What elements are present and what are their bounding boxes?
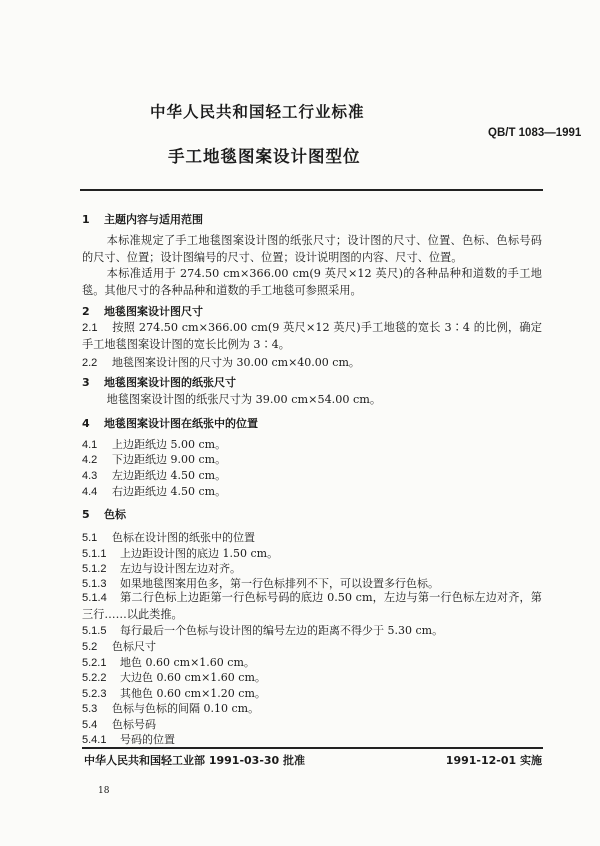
section-2-heading: [82, 303, 203, 319]
clause-text: 第二行色标上边距第一行色标号码的底边 0.50 cm，左边与第一行色标左边对齐，第三行……以此类推。: [82, 591, 542, 621]
clause-number: 5.1.2: [82, 563, 107, 575]
clause: [82, 575, 439, 591]
clause-text: 左边与设计图左边对齐。: [120, 562, 241, 575]
clause-text: 下边距纸边 9.00 cm。: [112, 453, 227, 466]
section-5-heading: [82, 506, 126, 522]
section-4-heading: [82, 415, 258, 431]
page-number: 18: [98, 786, 110, 796]
section-title: 主题内容与适用范围: [104, 213, 203, 226]
section-title: 色标: [104, 508, 126, 521]
clause-number: 4.3: [82, 470, 98, 482]
approval-date: 中华人民共和国轻工业部 1991-03-30 批准: [84, 754, 306, 767]
section-number: 2: [82, 305, 90, 318]
clause: [82, 731, 175, 747]
clause-text: 色标在设计图的纸张中的位置: [112, 531, 255, 544]
clause-number: 5.2.1: [82, 657, 107, 669]
clause-number: 2.1: [82, 322, 98, 334]
clause-number: 5.1.1: [82, 548, 107, 560]
clause: [82, 590, 542, 623]
clause: [82, 622, 443, 638]
clause-text: 上边距纸边 5.00 cm。: [112, 438, 227, 451]
clause-number: 5.4.1: [82, 734, 107, 746]
clause-number: 5.1: [82, 532, 98, 544]
clause: [82, 560, 241, 576]
clause-text: 色标与色标的间隔 0.10 cm。: [112, 702, 260, 715]
clause-number: 5.2: [82, 641, 98, 653]
clause-text: 上边距设计图的底边 1.50 cm。: [120, 547, 279, 560]
effective-date: 1991-12-01 实施: [445, 754, 542, 767]
issuing-body-title: 中华人民共和国轻工行业标准: [150, 103, 365, 121]
clause: [82, 483, 226, 499]
clause-text: 号码的位置: [120, 733, 175, 746]
clause-text: 如果地毯图案用色多，第一行色标排列不下，可以设置多行色标。: [120, 577, 439, 590]
section-number: 3: [82, 376, 90, 389]
clause-number: 5.1.3: [82, 578, 107, 590]
standard-code: QB/T 1083—1991: [488, 127, 582, 139]
header-divider: [80, 189, 543, 191]
clause: [82, 467, 226, 483]
clause-number: 4.2: [82, 454, 98, 466]
clause-number: 4.1: [82, 439, 98, 451]
clause-number: 5.1.5: [82, 625, 107, 637]
clause-text: 地色 0.60 cm×1.60 cm。: [120, 656, 255, 669]
clause: [82, 436, 226, 452]
clause-text: 按照 274.50 cm×366.00 cm(9 英尺×12 英尺)手工地毯的宽长 3∶4 的比例，确定手工地毯图案设计图的宽长比例为 3∶4。: [82, 321, 542, 351]
clause: [82, 685, 266, 701]
section-1-heading: [82, 211, 203, 227]
section-1-paragraph-2: 本标准适用于 274.50 cm×366.00 cm(9 英尺×12 英尺)的各种品种和道数的手工地毯。其他尺寸的各种品种和道数的手工地毯可参照采用。: [82, 267, 542, 297]
clause-number: 5.1.4: [82, 592, 107, 604]
clause-number: 5.3: [82, 703, 98, 715]
clause-2-1: [82, 320, 542, 353]
clause-text: 左边距纸边 4.50 cm。: [112, 469, 227, 482]
section-title: 地毯图案设计图在纸张中的位置: [104, 417, 258, 430]
clause: [82, 716, 156, 732]
section-number: 5: [82, 508, 90, 521]
clause-number: 4.4: [82, 486, 98, 498]
clause-number: 5.2.2: [82, 672, 107, 684]
clause-text: 其他色 0.60 cm×1.20 cm。: [120, 687, 266, 700]
section-title: 地毯图案设计图尺寸: [104, 305, 203, 318]
clause: [82, 638, 156, 654]
clause-text: 右边距纸边 4.50 cm。: [112, 485, 227, 498]
clause-text: 大边色 0.60 cm×1.60 cm。: [120, 671, 266, 684]
clause: [82, 654, 255, 670]
section-number: 1: [82, 213, 90, 226]
section-title: 地毯图案设计图的纸张尺寸: [104, 376, 236, 389]
section-1-paragraph-1: 本标准规定了手工地毯图案设计图的纸张尺寸；设计图的尺寸、位置、色标、色标号码的尺寸、位置；设计图编号的尺寸、位置；设计说明图的内容、尺寸、位置。: [82, 234, 542, 264]
clause-number: 5.4: [82, 719, 98, 731]
clause-2-2: [82, 354, 360, 370]
clause: [82, 451, 226, 467]
document-title: 手工地毯图案设计图型位: [168, 147, 361, 166]
clause-text: 色标尺寸: [112, 640, 156, 653]
clause: [82, 700, 259, 716]
section-3-paragraph: 地毯图案设计图的纸张尺寸为 39.00 cm×54.00 cm。: [106, 393, 382, 406]
clause-number: 5.2.3: [82, 688, 107, 700]
clause: [82, 529, 255, 545]
clause: [82, 545, 278, 561]
section-number: 4: [82, 417, 90, 430]
clause-text: 每行最后一个色标与设计图的编号左边的距离不得少于 5.30 cm。: [120, 624, 444, 637]
section-3-heading: [82, 374, 236, 390]
clause-text: 地毯图案设计图的尺寸为 30.00 cm×40.00 cm。: [112, 356, 360, 369]
footer-divider: [82, 747, 543, 749]
clause: [82, 669, 266, 685]
clause-text: 色标号码: [112, 718, 156, 731]
clause-number: 2.2: [82, 357, 98, 369]
